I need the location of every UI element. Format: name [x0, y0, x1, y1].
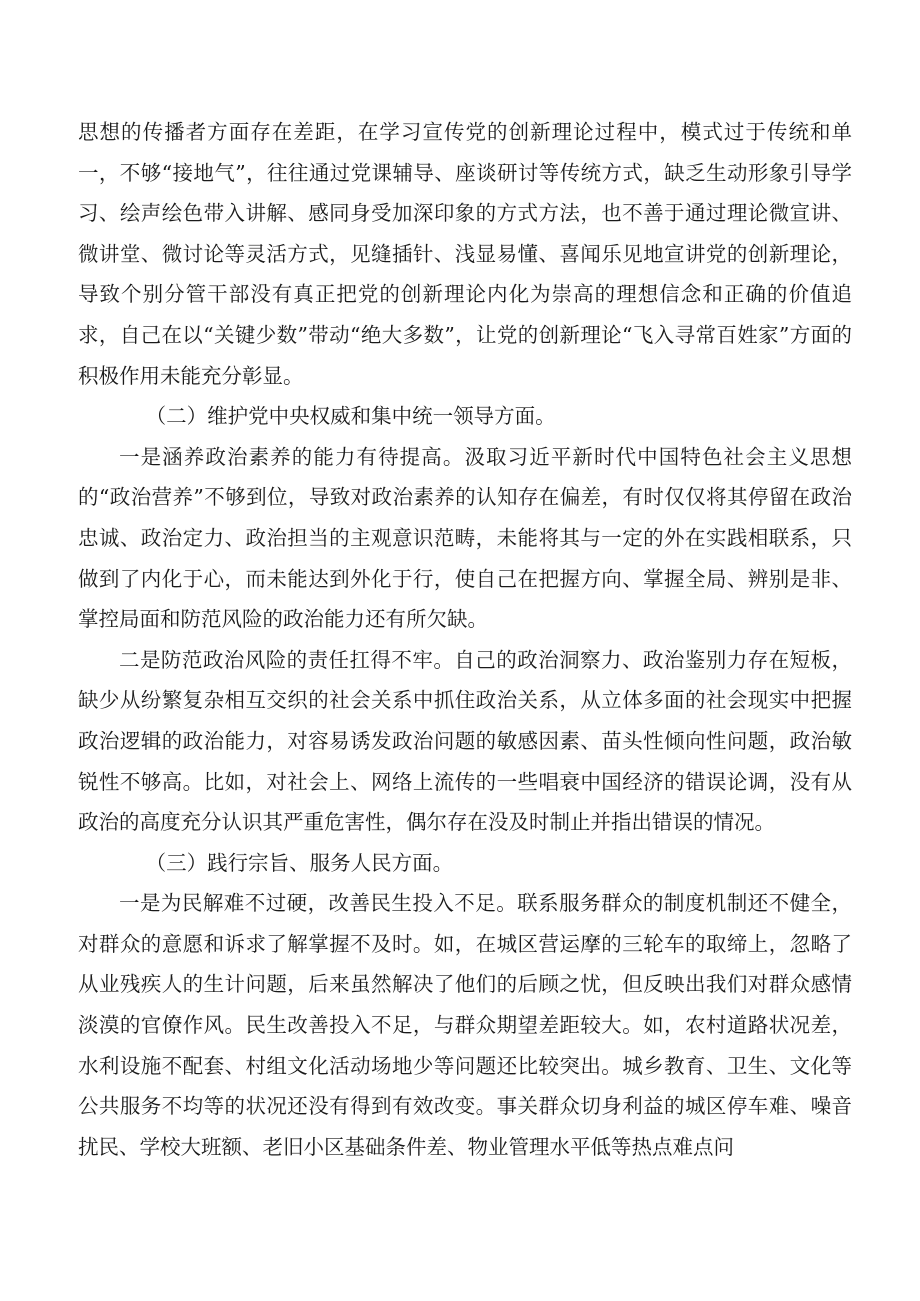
paragraph-continued: 思想的传播者方面存在差距，在学习宣传党的创新理论过程中，模式过于传统和单一，不够“接地气”，往往通过党课辅导、座谈研讨等传统方式，缺乏生动形象引导学习、绘声绘色带入讲解、感同身受加深印象的方式方法，也不善于通过理论微宣讲、微讲堂、微讨论等灵活方式，见缝插针、浅显易懂、喜闻乐见地宣讲党的创新理论，导致个别分管干部没有真正把党的创新理论内化为崇高的理想信念和正确的价值追求，自己在以“关键少数”带动“绝大多数”，让党的创新理论“飞入寻常百姓家”方面的积极作用未能充分彰显。 [78, 120, 852, 388]
paragraph-political-literacy: 一是涵养政治素养的能力有待提高。汲取习近平新时代中国特色社会主义思想的“政治营养”不够到位，导致对政治素养的认知存在偏差，有时仅仅将其停留在政治忠诚、政治定力、政治担当的主观意识范畴，未能将其与一定的外在实践相联系，只做到了内化于心，而未能达到外化于行，使自己在把握方向、掌握全局、辨别是非、掌控局面和防范风险的政治能力还有所欠缺。 [78, 444, 852, 632]
section-heading-2: （二）维护党中央权威和集中统一领导方面。 [145, 404, 556, 429]
paragraph-political-risk: 二是防范政治风险的责任扛得不牢。自己的政治洞察力、政治鉴别力存在短板，缺少从纷繁复杂相互交织的社会关系中抓住政治关系，从立体多面的社会现实中把握政治逻辑的政治能力，对容易诱发政治问题的敏感因素、苗头性倾向性问题，政治敏锐性不够高。比如，对社会上、网络上流传的一些唱衰中国经济的错误论调，没有从政治的高度充分认识其严重危害性，偶尔存在没及时制止并指出错误的情况。 [78, 647, 852, 835]
section-heading-3: （三）践行宗旨、服务人民方面。 [145, 850, 454, 875]
paragraph-serve-people: 一是为民解难不过硬，改善民生投入不足。联系服务群众的制度机制还不健全，对群众的意愿和诉求了解掌握不及时。如，在城区营运摩的三轮车的取缔上，忽略了从业残疾人的生计问题，后来虽然解决了他们的后顾之忧，但反映出我们对群众感情淡漠的官僚作风。民生改善投入不足，与群众期望差距较大。如，农村道路状况差，水利设施不配套、村组文化活动场地少等问题还比较突出。城乡教育、卫生、文化等公共服务不均等的状况还没有得到有效改变。事关群众切身利益的城区停车难、噪音扰民、学校大班额、老旧小区基础条件差、物业管理水平低等热点难点问 [78, 891, 852, 1159]
document-body [78, 112, 852, 1167]
